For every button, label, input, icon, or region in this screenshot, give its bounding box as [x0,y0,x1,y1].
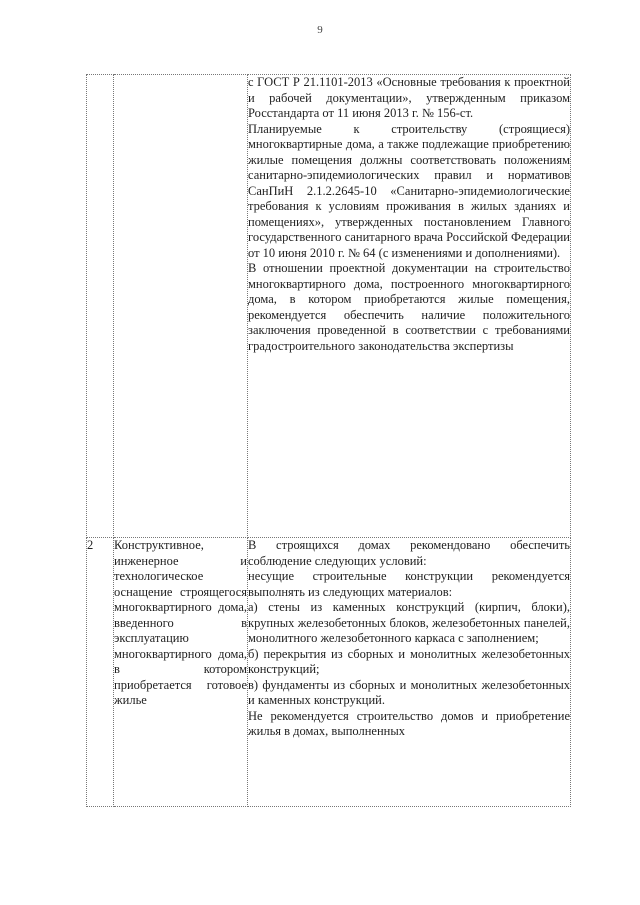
table-row [87,538,571,807]
paragraph: В отношении проектной документации на строительство многоквартирного дома, построенного многоквартирного дома, в котором приобретаются жилые помещения, рекомендуется обеспечить наличие положительного заключения проведенной в соответствии с требованиями градостроительного законодательства экспертизы [248,261,570,353]
paragraph: несущие строительные конструкции рекомендуется выполнять из следующих материалов: [248,569,570,599]
paragraph: а) стены из каменных конструкций (кирпич, блоки), крупных железобетонных блоков, железобетонных панелей, монолитного железобетонного каркаса с заполнением; [248,600,570,645]
paragraph: б) перекрытия из сборных и монолитных железобетонных конструкций; [248,646,570,676]
row-name-text: Конструктивное, инженерное и технологическое оснащение строящегося многоквартирного дома, введенного в эксплуатацию многоквартирного дома, в котором приобретается готовое жилье [114,538,247,707]
paragraph: Планируемые к строительству (строящиеся) многоквартирные дома, а также подлежащие приобретению жилые помещения должны соответствовать положениям санитарно-эпидемиологических правил и нормативов СанПиН 2.1.2.2645-10 «Санитарно-эпидемиологические требования к условиям проживания в жилых зданиях и помещениях», утвержденных постановлением Главного государственного санитарного врача Российской Федерации от 10 июня 2010 г. № 64 (с изменениями и дополнениями). [248,121,570,260]
row-name-cell [114,538,248,807]
paragraph: В строящихся домах рекомендовано обеспечить соблюдение следующих условий: [248,538,570,568]
row-name-cell [114,75,248,538]
paragraph: Не рекомендуется строительство домов и приобретение жилья в домах, выполненных [248,708,570,738]
program-table [86,74,571,807]
page-number: 9 [317,24,323,36]
row-requirements-cell [248,75,571,538]
paragraph: с ГОСТ Р 21.1101-2013 «Основные требования к проектной и рабочей документации», утвержденным приказом Росстандарта от 11 июня 2013 г. № 156-ст. [248,75,570,120]
row-number-cell [87,75,114,538]
table-row [87,75,571,538]
row-requirements-cell [248,538,571,807]
paragraph: в) фундаменты из сборных и монолитных железобетонных и каменных конструкций. [248,677,570,707]
row-number-cell: 2 [87,538,114,807]
